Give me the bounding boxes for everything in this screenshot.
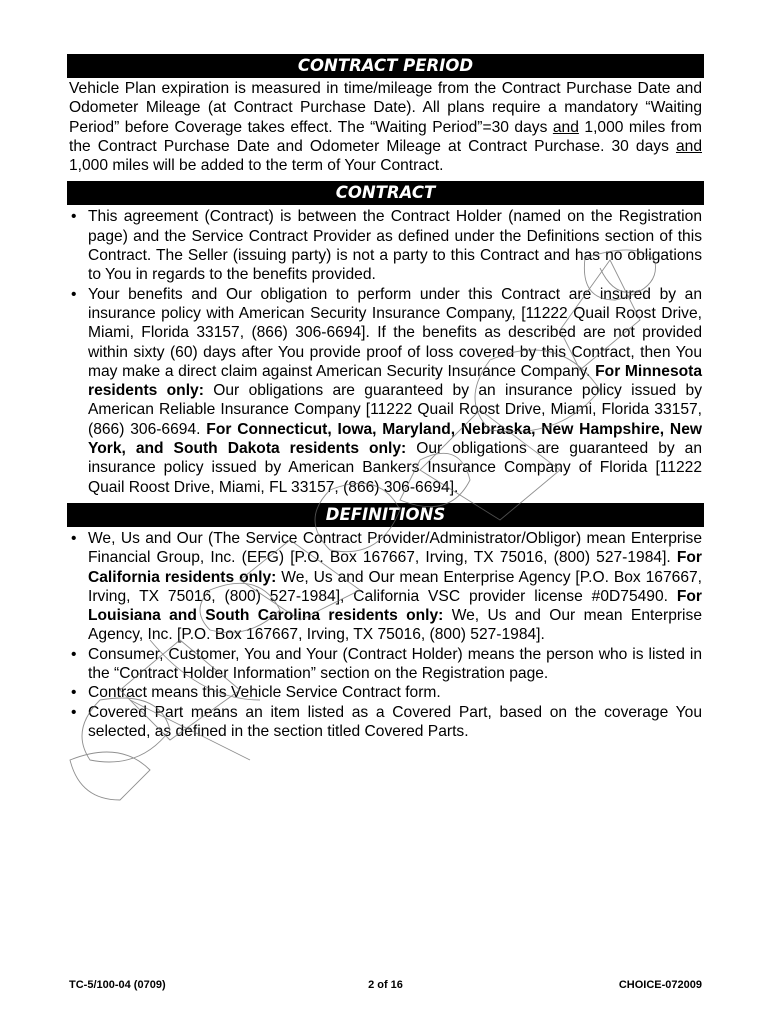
list-item: • Consumer, Customer, You and Your (Contract Holder) means the person who is listed in the “Contract Holder Information” section on the Registration page. [71, 645, 702, 683]
contract-heading: CONTRACT [67, 181, 704, 205]
list-item: • Your benefits and Our obligation to perform under this Contract are insured by an insurance policy with American Security Insurance Company, [11222 Quail Roost Drive, Miami, Florida 33157, (866) 306-6694]. If the benefits as described are not provided within sixty (60) days after You provide proof of loss covered by this Contract, then You may make a direct claim against American Security Insurance Company. For Minnesota residents only: Our obligations are guaranteed by an insurance policy issued by American Reliable Insurance Company [11222 Quail Roost Drive, Miami, Florida 33157, (866) 306-6694. For Connecticut, Iowa, Maryland, Nebraska, New Hampshire, New York, and South Dakota residents only: Our obligations are guaranteed by an insurance policy issued by American Bankers Insurance Company of Florida [11222 Quail Roost Drive, Miami, FL 33157, (866) 306-6694]. [71, 285, 703, 496]
list-item: • Covered Part means an item listed as a Covered Part, based on the coverage You selected, as defined in the section titled Covered Parts. [71, 703, 702, 740]
document-page [67, 54, 704, 741]
bullet-icon: • [71, 285, 77, 303]
contract-list [67, 207, 704, 496]
form-number: TC-5/100-04 (0709) [69, 979, 166, 991]
list-item: • This agreement (Contract) is between the Contract Holder (named on the Registration page) and the Service Contract Provider as defined under the Definitions section of this Contract. The Seller (issuing party) is not a party to this Contract and has no obligations to You in regards to the benefits provided. [71, 208, 702, 284]
page-number: 2 of 16 [368, 979, 403, 991]
page-footer [69, 979, 702, 995]
underlined-and: and [675, 137, 702, 155]
bullet-icon: • [71, 684, 77, 702]
bullet-icon: • [71, 208, 77, 226]
definitions-heading: DEFINITIONS [67, 503, 704, 527]
list-item: • Contract means this Vehicle Service Contract form. [71, 684, 441, 702]
definitions-list [67, 529, 704, 741]
bullet-icon: • [71, 645, 77, 663]
contract-period-heading: CONTRACT PERIOD [67, 54, 704, 78]
contract-period-paragraph: Vehicle Plan expiration is measured in time/mileage from the Contract Purchase Date and Odometer Mileage (at Contract Purchase Date). All plans require a mandatory “Waiting Period” before Coverage takes effect. The “Waiting Period”=30 days and 1,000 miles from the Contract Purchase Date and Odometer Mileage at Contract Purchase. 30 days and 1,000 miles will be added to the term of Your Contract. [69, 80, 702, 175]
plan-code: CHOICE-072009 [618, 979, 702, 991]
list-item: • We, Us and Our (The Service Contract Provider/Administrator/Obligor) mean Enterprise Financial Group, Inc. (EFG) [P.O. Box 167667, Irving, TX 75016, (800) 527-1984]. For California residents only: We, Us and Our mean Enterprise Agency [P.O. Box 167667, Irving, TX 75016, (800) 527-1984], California VSC provider license #0D75490. For Louisiana and South Carolina residents only: We, Us and Our mean Enterprise Agency, Inc. [P.O. Box 167667, Irving, TX 75016, (800) 527-1984]. [71, 529, 702, 644]
underlined-and: and [552, 118, 579, 136]
bullet-icon: • [71, 529, 77, 547]
bullet-icon: • [71, 703, 77, 721]
